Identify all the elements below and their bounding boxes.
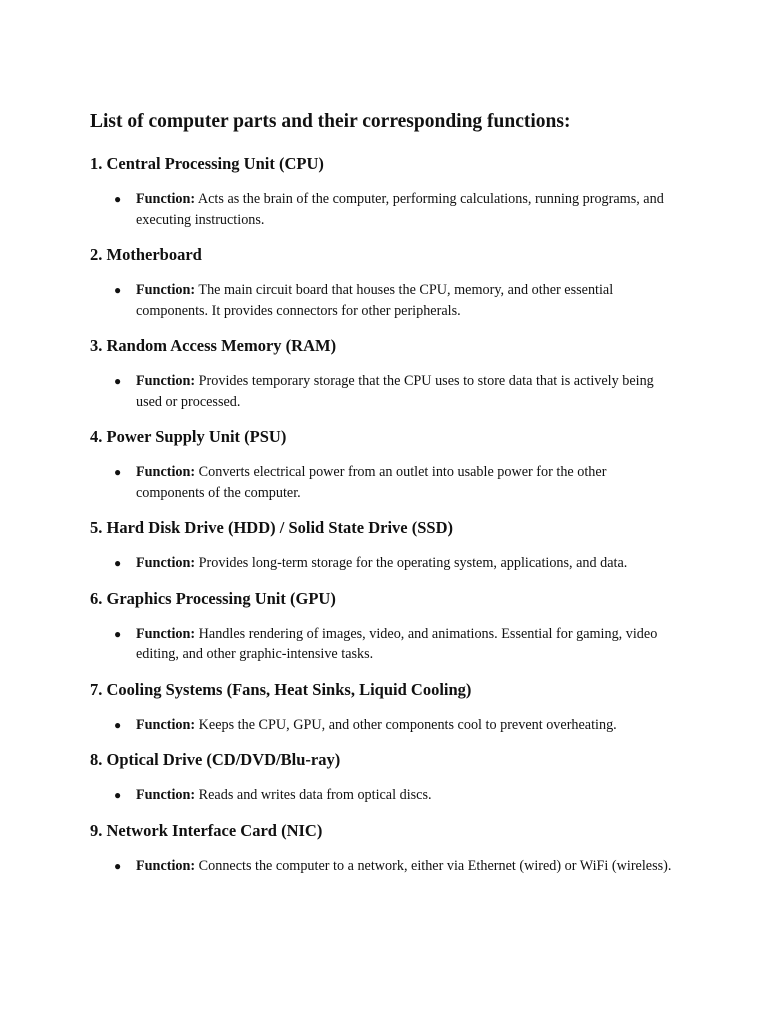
function-text: Provides long-term storage for the operating system, applications, and data. (195, 555, 628, 571)
bullet-list (90, 462, 678, 503)
bullet-list (90, 715, 678, 736)
bullet-icon: ● (114, 788, 122, 802)
function-text: Provides temporary storage that the CPU uses to store data that is actively being used or processed. (136, 373, 654, 410)
section-cooling (90, 680, 678, 736)
function-label: Function: (136, 857, 196, 874)
section-gpu (90, 589, 678, 665)
bullet-list (90, 624, 678, 665)
bullet-list (90, 371, 678, 412)
section-ram (90, 336, 678, 412)
bullet-list (90, 785, 678, 806)
function-label: Function: (136, 625, 196, 642)
bullet-icon: ● (114, 626, 122, 641)
function-label: Function: (136, 282, 196, 298)
section-heading: 2. Motherboard (90, 245, 202, 264)
function-text: Acts as the brain of the computer, performing calculations, running programs, and executing instructions. (136, 191, 664, 228)
list-item (90, 715, 678, 736)
section-heading: 5. Hard Disk Drive (HDD) / Solid State Drive (SSD) (90, 518, 453, 537)
section-heading: 4. Power Supply Unit (PSU) (90, 427, 287, 446)
list-item (90, 280, 678, 321)
list-item (90, 462, 678, 503)
section-heading: 3. Random Access Memory (RAM) (90, 336, 337, 355)
section-optical-drive (90, 750, 678, 806)
function-label: Function: (136, 464, 196, 480)
function-text: The main circuit board that houses the CPU, memory, and other essential components. It provides connectors for other peripherals. (136, 282, 614, 319)
list-item (90, 553, 678, 574)
section-nic (90, 821, 678, 877)
bullet-list (90, 189, 678, 230)
function-label: Function: (136, 787, 196, 803)
list-item (90, 785, 678, 806)
list-item (90, 856, 678, 877)
function-label: Function: (136, 373, 196, 389)
function-label: Function: (136, 555, 196, 571)
function-text: Converts electrical power from an outlet into usable power for the other components of the computer. (136, 464, 607, 501)
section-heading: 7. Cooling Systems (Fans, Heat Sinks, Liquid Cooling) (90, 679, 472, 699)
function-text: Reads and writes data from optical discs. (195, 787, 432, 803)
section-storage (90, 518, 678, 574)
function-text: Keeps the CPU, GPU, and other components cool to prevent overheating. (195, 716, 617, 733)
section-heading: 9. Network Interface Card (NIC) (90, 820, 323, 840)
bullet-icon: ● (114, 283, 122, 297)
bullet-icon: ● (114, 858, 122, 873)
bullet-icon: ● (114, 192, 122, 206)
document-title: List of computer parts and their corresponding functions: (90, 111, 571, 132)
section-motherboard (90, 245, 678, 321)
section-heading: 6. Graphics Processing Unit (GPU) (90, 588, 336, 608)
function-label: Function: (136, 191, 196, 207)
bullet-list (90, 856, 678, 877)
bullet-list (90, 280, 678, 321)
section-heading: 8. Optical Drive (CD/DVD/Blu-ray) (90, 750, 341, 769)
function-label: Function: (136, 716, 196, 733)
bullet-icon: ● (114, 374, 122, 388)
bullet-icon: ● (114, 717, 122, 732)
section-heading: 1. Central Processing Unit (CPU) (90, 154, 324, 173)
function-text: Connects the computer to a network, either via Ethernet (wired) or WiFi (wireless). (195, 857, 672, 874)
bullet-icon: ● (114, 556, 122, 570)
bullet-icon: ● (114, 465, 122, 479)
list-item (90, 189, 678, 230)
list-item (90, 371, 678, 412)
bullet-list (90, 553, 678, 574)
section-psu (90, 427, 678, 503)
function-text: Handles rendering of images, video, and animations. Essential for gaming, video editing, and other graphic-intensive tasks. (136, 625, 658, 662)
list-item (90, 624, 678, 665)
section-cpu (90, 154, 678, 230)
